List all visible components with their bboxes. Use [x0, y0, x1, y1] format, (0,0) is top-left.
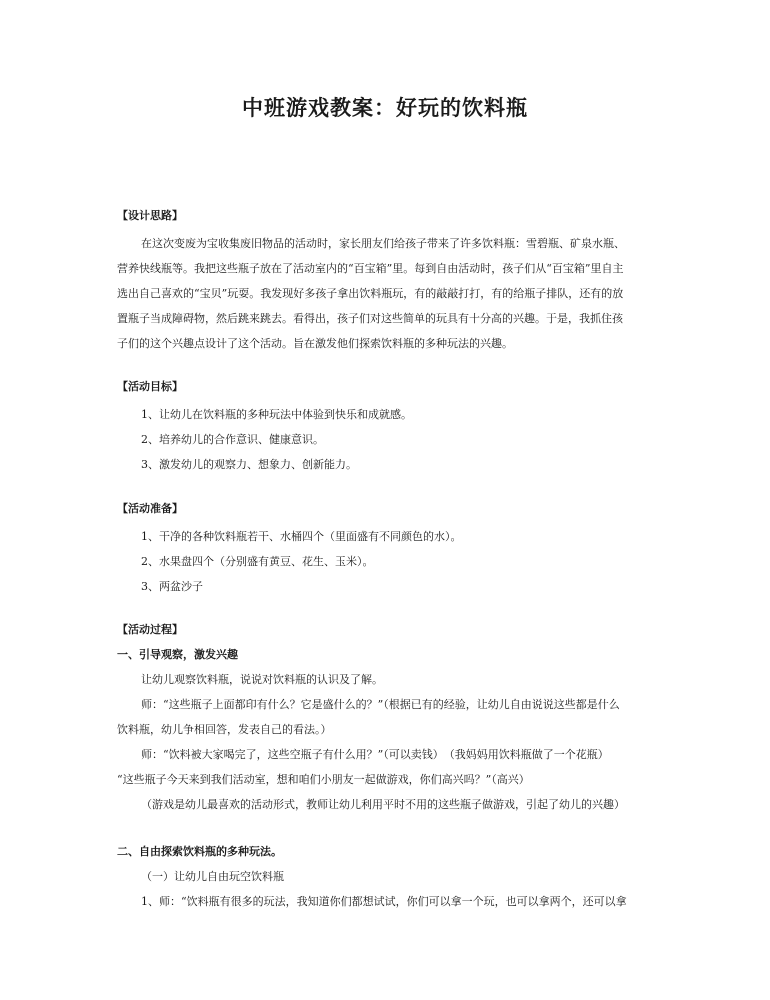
- goal-item: 3、激发幼儿的观察力、想象力、创新能力。: [141, 458, 357, 471]
- prep-heading: 【活动准备】: [117, 502, 183, 515]
- part1-line: 让幼儿观察饮料瓶，说说对饮料瓶的认识及了解。: [141, 673, 383, 686]
- design-line: 选出自己喜欢的“宝贝”玩耍。我发现好多孩子拿出饮料瓶玩，有的敲敲打打，有的给瓶子排队，还有的放: [117, 287, 624, 300]
- part1-line: 师：“饮料被大家喝完了，这些空瓶子有什么用？”（可以卖钱） （我妈妈用饮料瓶做了一个花瓶）: [141, 748, 609, 761]
- design-line: 营养快线瓶等。我把这些瓶子放在了活动室内的“百宝箱”里。每到自由活动时，孩子们从“百宝箱”里自主: [117, 262, 624, 275]
- goal-item: 2、培养幼儿的合作意识、健康意识。: [141, 433, 324, 446]
- document-title: 中班游戏教案：好玩的饮料瓶: [242, 95, 528, 120]
- part2-subheading: （一）让幼儿自由玩空饮料瓶: [141, 870, 284, 883]
- prep-item: 2、水果盘四个（分别盛有黄豆、花生、玉米）。: [141, 555, 374, 568]
- part1-line: （游戏是幼儿最喜欢的活动形式，教师让幼儿利用平时不用的这些瓶子做游戏，引起了幼儿的兴趣）: [141, 798, 625, 811]
- goal-item: 1、让幼儿在饮料瓶的多种玩法中体验到快乐和成就感。: [141, 408, 412, 421]
- prep-item: 3、两盆沙子: [141, 580, 203, 593]
- prep-item: 1、干净的各种饮料瓶若干、水桶四个（里面盛有不同颜色的水）。: [141, 530, 462, 543]
- part1-heading: 一、引导观察，激发兴趣: [117, 648, 238, 661]
- part2-heading: 二、自由探索饮料瓶的多种玩法。: [117, 845, 282, 858]
- part1-line: 师：“这些瓶子上面都印有什么？它是盛什么的？”（根据已有的经验，让幼儿自由说说这些都是什么: [141, 698, 620, 711]
- design-line: 子们的这个兴趣点设计了这个活动。旨在激发他们探索饮料瓶的多种玩法的兴趣。: [117, 337, 513, 350]
- goals-heading: 【活动目标】: [117, 380, 183, 393]
- design-line: 置瓶子当成障碍物，然后跳来跳去。看得出，孩子们对这些简单的玩具有十分高的兴趣。于是，我抓住孩: [117, 312, 623, 325]
- part1-line: 饮料瓶，幼儿争相回答，发表自己的看法。）: [117, 723, 332, 736]
- process-heading: 【活动过程】: [117, 623, 183, 636]
- part2-line: 1、师：“饮料瓶有很多的玩法，我知道你们都想试试，你们可以拿一个玩，也可以拿两个，还可以拿: [141, 895, 627, 908]
- part1-line: “这些瓶子今天来到我们活动室，想和咱们小朋友一起做游戏，你们高兴吗？”（高兴）: [117, 773, 530, 786]
- design-heading: 【设计思路】: [117, 209, 183, 222]
- design-line: 在这次变废为宝收集废旧物品的活动时，家长朋友们给孩子带来了许多饮料瓶：雪碧瓶、矿泉水瓶、: [141, 237, 625, 250]
